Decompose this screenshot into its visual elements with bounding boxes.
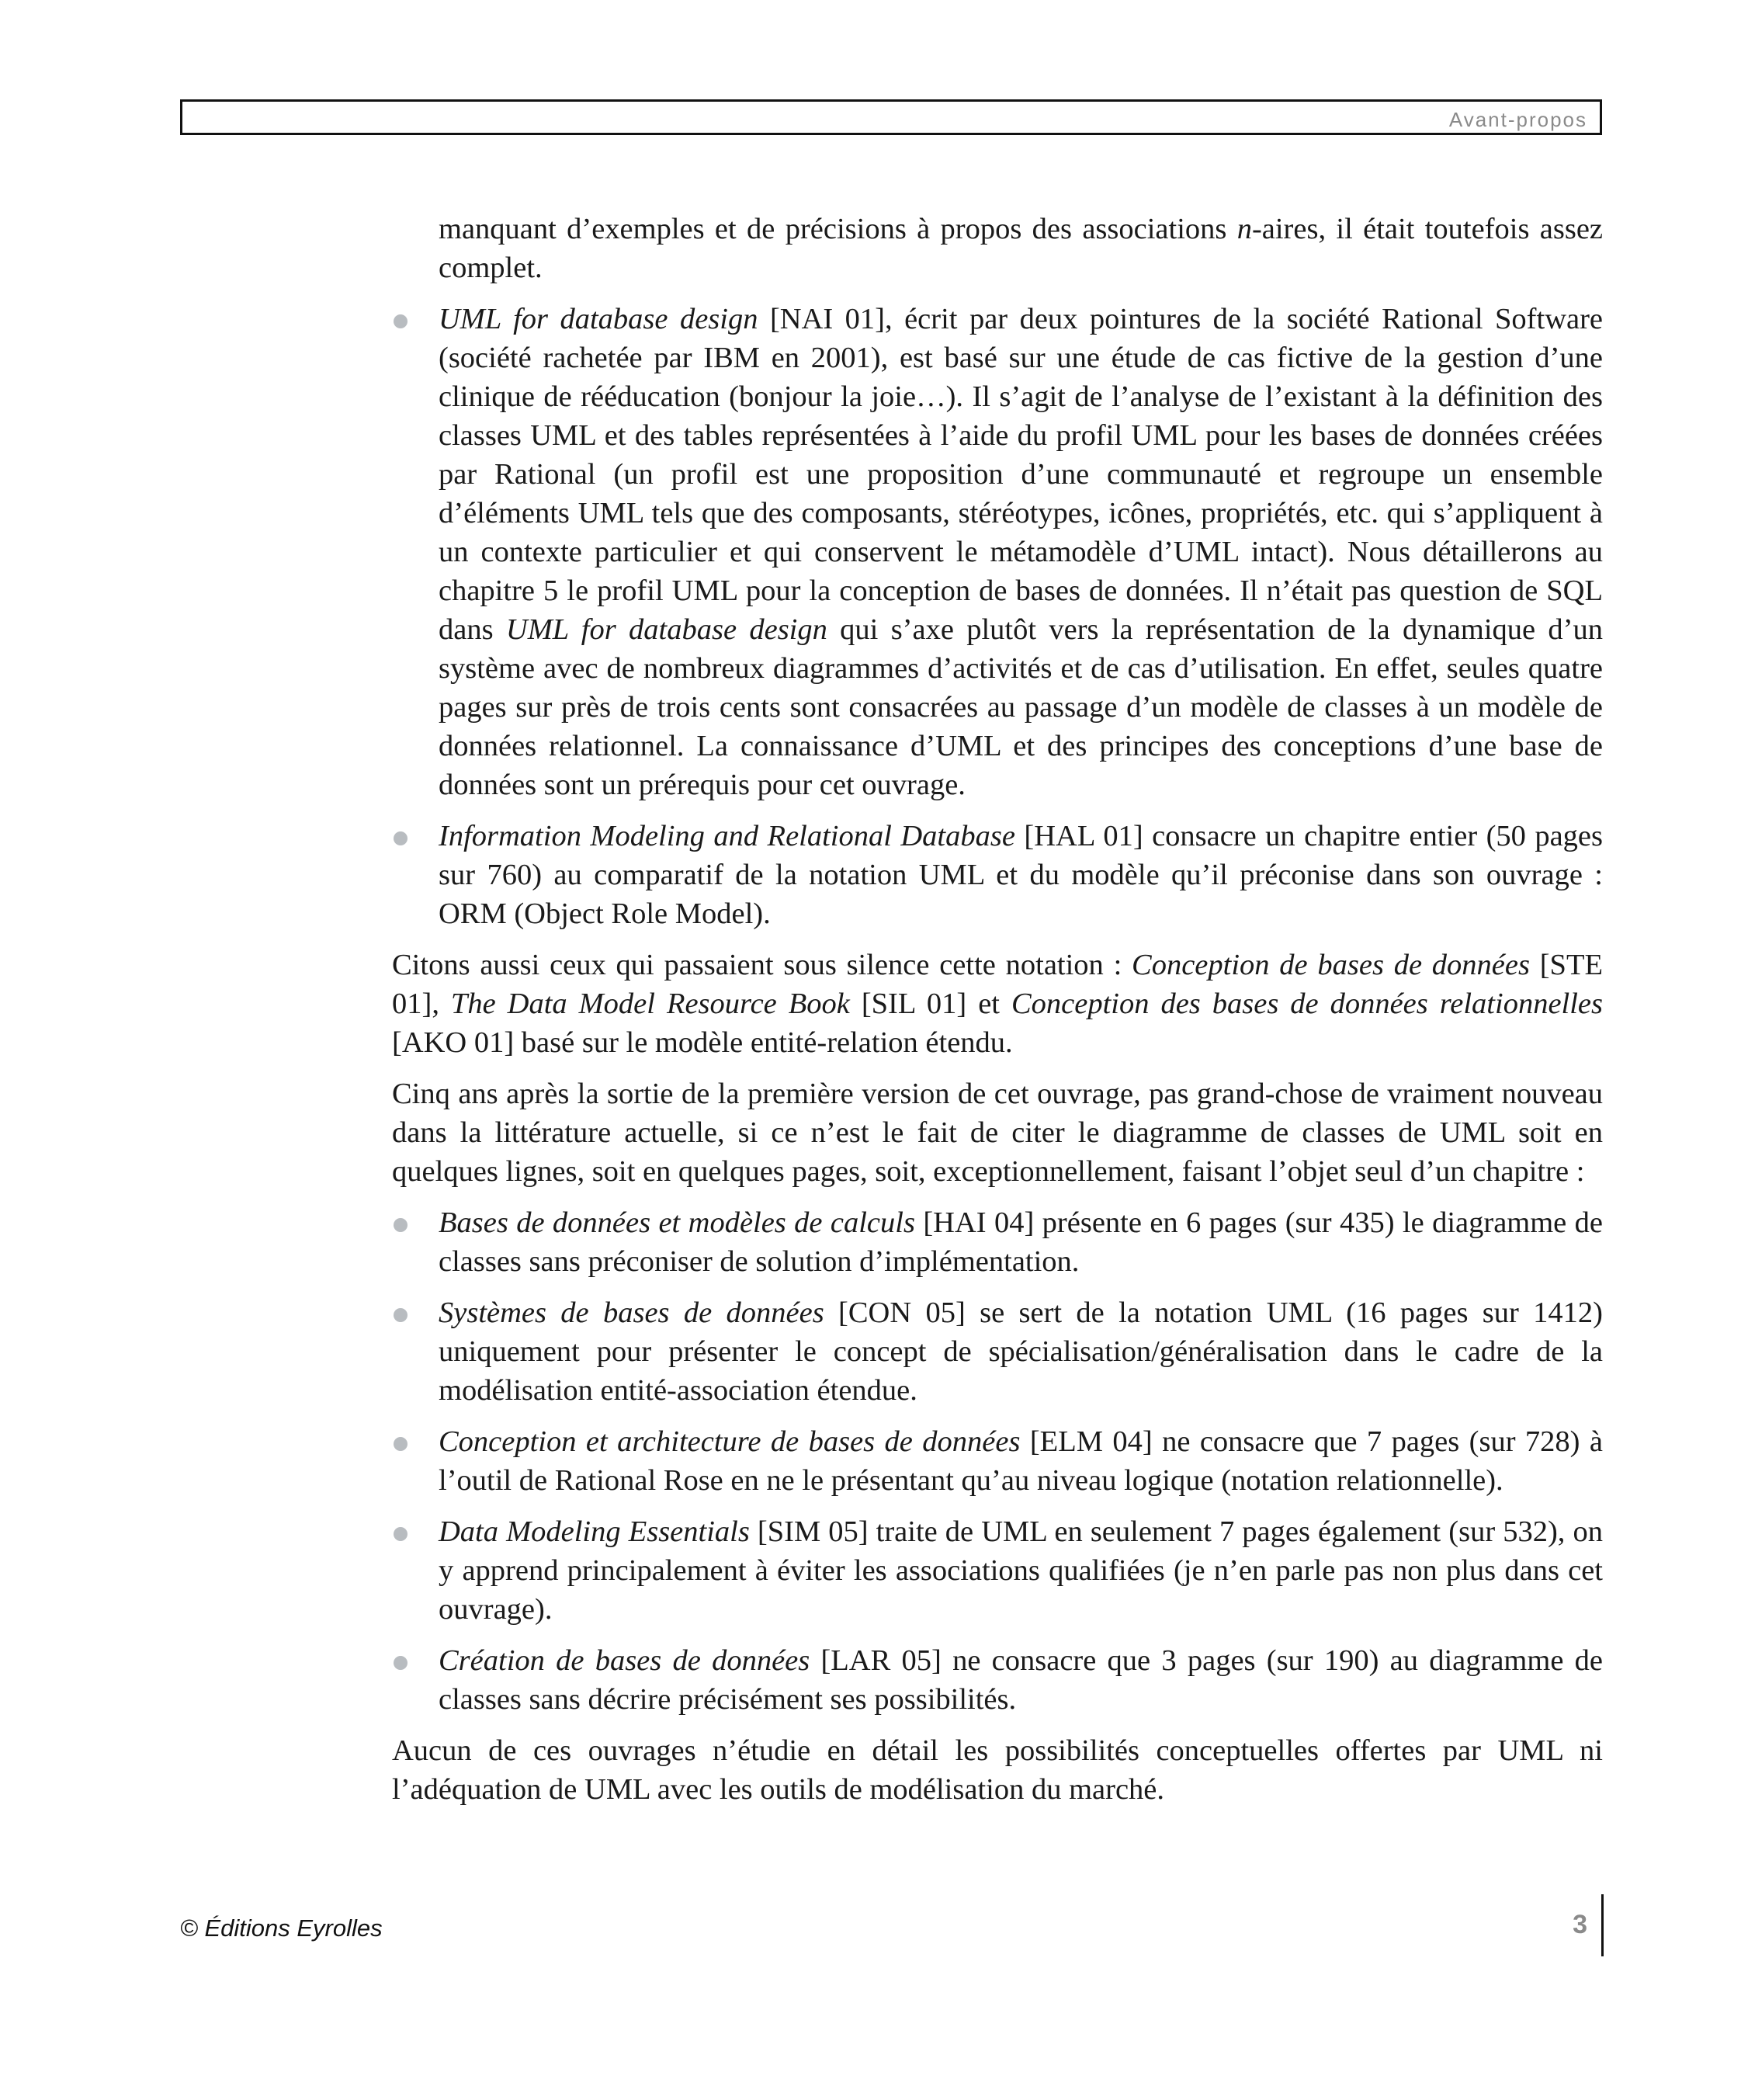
book-title: UML for database design [505, 613, 827, 646]
bullet-icon [394, 314, 408, 328]
running-header [180, 99, 1602, 135]
paragraph-conclusion: Aucun de ces ouvrages n’étudie en détail les possibilités conceptuelles offertes par UML ni l’adéquation de UML avec les outils de modélisation du marché. [392, 1734, 1603, 1806]
publisher-credit: © Éditions Eyrolles [180, 1914, 383, 1942]
bullet-icon [394, 1437, 408, 1451]
bullet-icon [394, 1308, 408, 1322]
book-title: UML for database design [439, 303, 758, 335]
bullet-icon [394, 831, 408, 845]
book-title: Conception et architecture de bases de données [439, 1425, 1021, 1458]
book-title: Systèmes de bases de données [439, 1296, 824, 1329]
list-item: Information Modeling and Relational Database [HAL 01] consacre un chapitre entier (50 pages sur 760) au comparatif de la notation UML et du modèle qu’il préconise dans son ouvrage : ORM (Object Role Model). [392, 817, 1603, 933]
bullet-icon [394, 1218, 408, 1232]
list-item: Conception et architecture de bases de données [ELM 04] ne consacre que 7 pages (sur 728) à l’outil de Rational Rose en ne le présentant qu’au niveau logique (notation relationnelle). [392, 1422, 1603, 1500]
list-item: Systèmes de bases de données [CON 05] se sert de la notation UML (16 pages sur 1412) uniquement pour présenter le concept de spécialisation/généralisation dans le cadre de la modélisation entité-association étendue. [392, 1293, 1603, 1410]
book-title: Bases de données et modèles de calculs [439, 1206, 915, 1239]
header-title: Avant-propos [1448, 108, 1587, 131]
page-number-rule [1601, 1894, 1604, 1956]
bullet-icon [394, 1656, 408, 1670]
list-item: Bases de données et modèles de calculs [HAI 04] présente en 6 pages (sur 435) le diagramme de classes sans préconiser de solution d’implémentation. [392, 1203, 1603, 1281]
paragraph-cinq-ans: Cinq ans après la sortie de la première version de cet ouvrage, pas grand-chose de vraiment nouveau dans la littérature actuelle, si ce n’est le fait de citer le diagramme de classes de UML soit en quelques lignes, soit en quelques pages, soit, exceptionnellement, faisant l’objet seul d’un chapitre : [392, 1078, 1603, 1188]
book-title: Data Modeling Essentials [439, 1515, 750, 1548]
continuation-paragraph: manquant d’exemples et de précisions à propos des associations n-aires, il était toutefois assez complet. [439, 213, 1603, 284]
paragraph-citons: Citons aussi ceux qui passaient sous silence cette notation : Conception de bases de données [STE 01], The Data Model Resource Book [SIL 01] et Conception des bases de données relationnelles [AKO 01] basé sur le modèle entité-relation étendu. [392, 949, 1603, 1059]
page-number: 3 [1573, 1910, 1587, 1939]
book-title: Information Modeling and Relational Database [439, 820, 1015, 852]
list-item: Création de bases de données [LAR 05] ne consacre que 3 pages (sur 190) au diagramme de classes sans décrire précisément ses possibilités. [392, 1641, 1603, 1719]
page-body [392, 210, 1603, 1821]
bullet-icon [394, 1527, 408, 1541]
list-item: UML for database design [NAI 01], écrit par deux pointures de la société Rational Software (société rachetée par IBM en 2001), est basé sur une étude de cas fictive de la gestion d’une clinique de rééducation (bonjour la joie…). Il s’agit de l’analyse de l’existant à la définition des classes UML et des tables représentées à l’aide du profil UML pour les bases de données créées par Rational (un profil est une proposition d’une communauté et regroupe un ensemble d’éléments UML tels que des composants, stéréotypes, icônes, propriétés, etc. qui s’appliquent à un contexte particulier et qui conservent le métamodèle d’UML intact). Nous détaillerons au chapitre 5 le profil UML pour la conception de bases de données. Il n’était pas question de SQL dans UML for database design qui s’axe plutôt vers la représentation de la dynamique d’un système avec de nombreux diagrammes d’activités et de cas d’utilisation. En effet, seules quatre pages sur près de trois cents sont consacrées au passage d’un modèle de classes à un modèle de données relationnel. La connaissance d’UML et des principes des conceptions d’une base de données sont un prérequis pour cet ouvrage. [392, 300, 1603, 804]
book-title: Création de bases de données [439, 1644, 810, 1677]
list-item: Data Modeling Essentials [SIM 05] traite de UML en seulement 7 pages également (sur 532), on y apprend principalement à éviter les associations qualifiées (je n’en parle pas non plus dans cet ouvrage). [392, 1512, 1603, 1629]
